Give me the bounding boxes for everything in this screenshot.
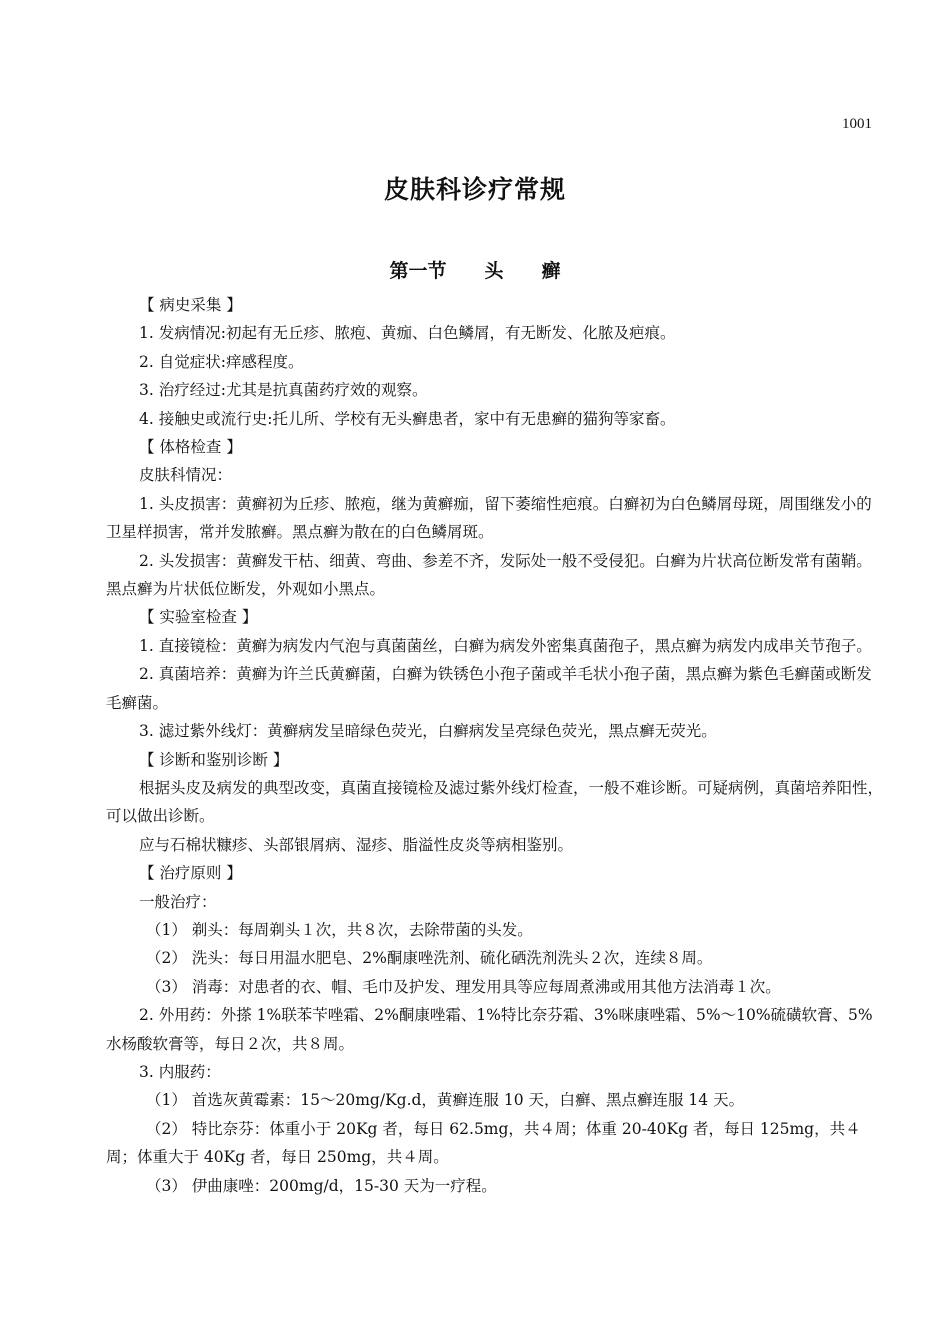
treatment-heading: 【 治疗原则 】 xyxy=(139,864,242,883)
oral-treatment-item: （2） 特比奈芬：体重小于 20Kg 者，每日 62.5mg，共４周；体重 20-40Kg 者，每日 125mg，共４周；体重大于 40Kg 者，每日 250mg，共４周。 xyxy=(106,1119,861,1167)
general-treatment-label: 一般治疗： xyxy=(139,892,217,911)
history-item: 2. 自觉症状:痒感程度。 xyxy=(139,352,304,371)
diagnosis-heading: 【 诊断和鉴别诊断 】 xyxy=(139,750,289,769)
topical-treatment: 2. 外用药：外搽 1%联苯苄唑霜、2%酮康唑霜、1%特比奈芬霜、3%咪康唑霜、5%～10%硫磺软膏、5%水杨酸软膏等，每日２次，共８周。 xyxy=(106,1006,873,1053)
history-item: 4. 接触史或流行史:托儿所、学校有无头癣患者，家中有无患癣的猫狗等家畜。 xyxy=(139,409,676,428)
history-item: 1. 发病情况:初起有无丘疹、脓疱、黄痂、白色鳞屑，有无断发、化脓及疤痕。 xyxy=(139,324,676,343)
general-treatment-item: （3） 消毒：对患者的衣、帽、毛巾及护发、理发用具等应每周煮沸或用其他方法消毒１次。 xyxy=(146,977,781,996)
diagnosis-paragraph: 根据头皮及病发的典型改变，真菌直接镜检及滤过紫外线灯检查，一般不难诊断。可疑病例，真菌培养阳性，可以做出诊断。 xyxy=(106,778,884,826)
oral-treatment-item: （1） 首选灰黄霉素：15～20mg/Kg.d，黄癣连服 10 天，白癣、黑点癣连服 14 天。 xyxy=(146,1091,745,1110)
lab-item: 1. 直接镜检：黄癣为病发内气泡与真菌菌丝，白癣为病发外密集真菌孢子，黑点癣为病发内成串关节孢子。 xyxy=(139,636,872,655)
section-title: 第一节 头 癣 xyxy=(389,260,561,282)
page-number: 1001 xyxy=(842,116,872,132)
lab-item: 2. 真菌培养：黄癣为许兰氏黄癣菌，白癣为铁锈色小孢子菌或羊毛状小孢子菌，黑点癣为紫色毛癣菌或断发毛癣菌。 xyxy=(106,665,872,712)
oral-treatment-label: 3. 内服药： xyxy=(139,1062,221,1081)
exam-heading: 【 体格检查 】 xyxy=(139,438,242,457)
history-item: 3. 治疗经过:尤其是抗真菌药疗效的观察。 xyxy=(139,381,428,400)
diagnosis-paragraph: 应与石棉状糠疹、头部银屑病、湿疹、脂溢性皮炎等病相鉴别。 xyxy=(139,835,574,854)
lab-heading: 【 实验室检查 】 xyxy=(139,608,258,627)
document-body xyxy=(106,291,886,1200)
oral-treatment-item: （3） 伊曲康唑：200mg/d，15-30 天为一疗程。 xyxy=(146,1176,497,1195)
lab-item: 3. 滤过紫外线灯：黄癣病发呈暗绿色荧光，白癣病发呈亮绿色荧光，黑点癣无荧光。 xyxy=(139,722,717,741)
general-treatment-item: （1） 剃头：每周剃头１次，共８次，去除带菌的头发。 xyxy=(146,920,533,939)
general-treatment-item: （2） 洗头：每日用温水肥皂、2%酮康唑洗剂、硫化硒洗剂洗头２次，连续８周。 xyxy=(146,949,713,968)
document-title: 皮肤科诊疗常规 xyxy=(383,175,566,204)
history-heading: 【 病史采集 】 xyxy=(139,296,242,314)
exam-item: 1. 头皮损害：黄癣初为丘疹、脓疱，继为黄癣痂，留下萎缩性疤痕。白癣初为白色鳞屑母斑，周围继发小的卫星样损害，常并发脓癣。黑点癣为散在的白色鳞屑斑。 xyxy=(106,494,872,542)
exam-item: 2. 头发损害：黄癣发干枯、细黄、弯曲、参差不齐，发际处一般不受侵犯。白癣为片状高位断发常有菌鞘。黑点癣为片状低位断发，外观如小黑点。 xyxy=(106,551,872,599)
exam-intro: 皮肤科情况： xyxy=(139,466,233,485)
